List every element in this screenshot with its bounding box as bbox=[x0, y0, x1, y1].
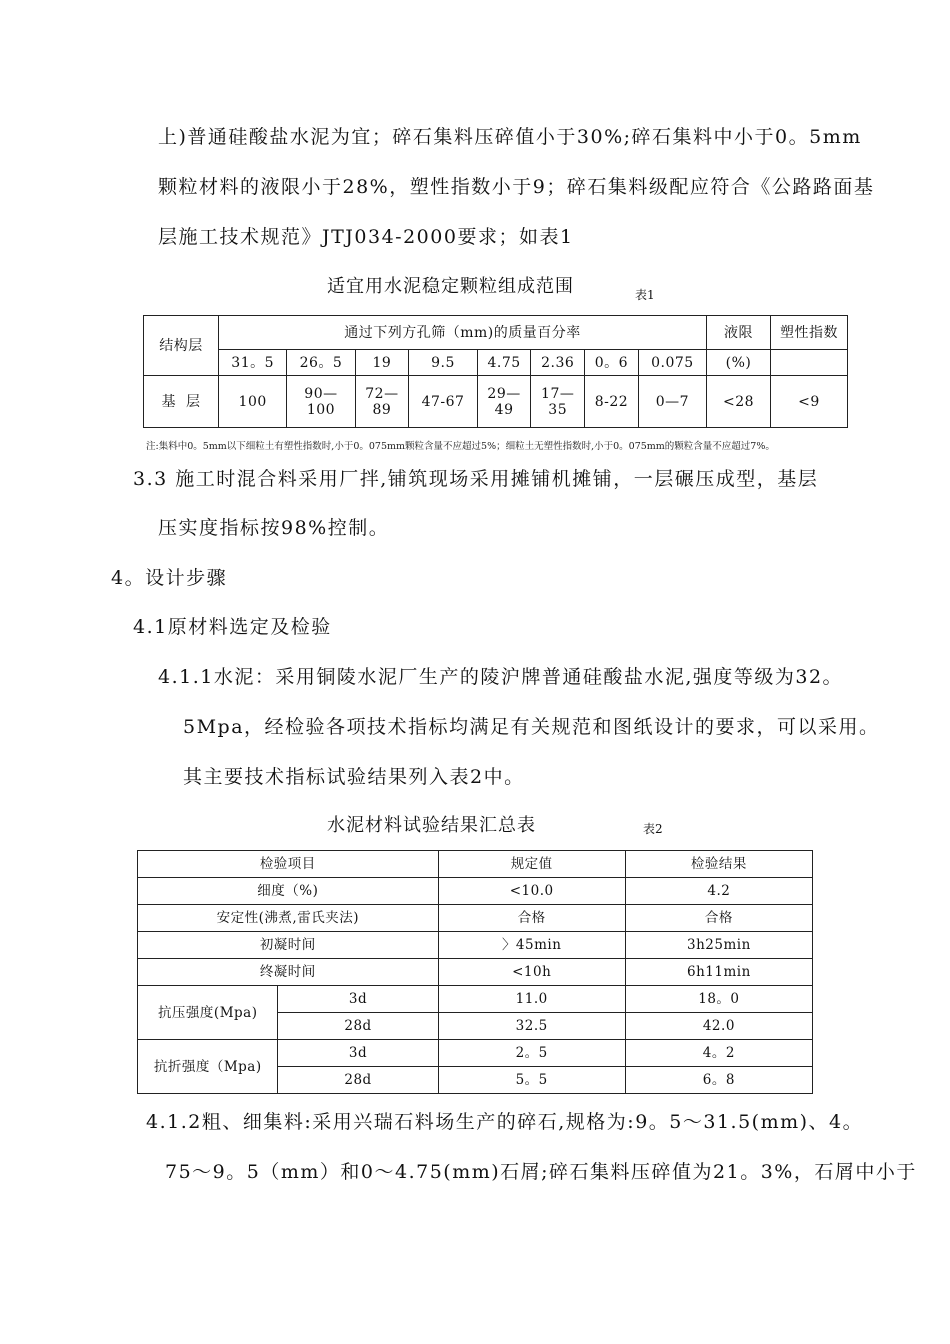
sieve-size: 4.75 bbox=[477, 350, 531, 376]
specified-value: 32.5 bbox=[438, 1013, 625, 1040]
sieve-size: 0。6 bbox=[585, 350, 639, 376]
intro-line-1: 上)普通硅酸盐水泥为宜；碎石集料压碎值小于30%;碎石集料中小于0。5mm bbox=[158, 126, 862, 148]
test-result: 4。2 bbox=[625, 1040, 812, 1067]
section-3-3-line-2: 压实度指标按98%控制。 bbox=[158, 517, 390, 539]
gradation-value: 47-67 bbox=[409, 376, 478, 428]
intro-line-2: 颗粒材料的液限小于28%，塑性指数小于9；碎石集料级配应符合《公路路面基 bbox=[158, 176, 875, 198]
col-header-passing-percent: 通过下列方孔筛（mm)的质量百分率 bbox=[219, 316, 707, 350]
col-header-test-item: 检验项目 bbox=[138, 851, 439, 878]
curing-age: 28d bbox=[278, 1013, 438, 1040]
test-result: 42.0 bbox=[625, 1013, 812, 1040]
sieve-size: 9.5 bbox=[409, 350, 478, 376]
intro-line-3: 层施工技术规范》JTJ034-2000要求；如表1 bbox=[158, 226, 574, 248]
test-result: 4.2 bbox=[625, 878, 812, 905]
section-4-1-1-line-3: 其主要技术指标试验结果列入表2中。 bbox=[183, 766, 525, 788]
test-item: 初凝时间 bbox=[138, 932, 439, 959]
plasticity-index-unit-empty bbox=[771, 350, 848, 376]
section-4-1-title: 4.1原材料选定及检验 bbox=[133, 616, 332, 638]
specified-value: <10h bbox=[438, 959, 625, 986]
table2-caption: 水泥材料试验结果汇总表 bbox=[327, 815, 536, 836]
gradation-value: 90— 100 bbox=[287, 376, 355, 428]
test-item: 安定性(沸煮,雷氏夹法) bbox=[138, 905, 439, 932]
col-header-structure-layer: 结构层 bbox=[144, 316, 219, 376]
table1-number: 表1 bbox=[635, 288, 655, 302]
specified-value: 〉45min bbox=[438, 932, 625, 959]
section-3-3-line-1: 3.3 施工时混合料采用厂拌,铺筑现场采用摊铺机摊铺，一层碾压成型，基层 bbox=[133, 468, 819, 490]
specified-value: 合格 bbox=[438, 905, 625, 932]
compressive-strength-label: 抗压强度(Mpa) bbox=[138, 986, 278, 1040]
col-header-specified-value: 规定值 bbox=[438, 851, 625, 878]
col-header-liquid-limit: 液限 bbox=[707, 316, 771, 350]
row-label-base-layer: 基 层 bbox=[144, 376, 219, 428]
table1-note: 注:集料中0。5mm以下细粒土有塑性指数时,小于0。075mm颗粒含量不应超过5%；细粒土无塑性指数时,小于0。075mm的颗粒含量不应超过7%。 bbox=[146, 441, 775, 452]
sieve-size: 26。5 bbox=[287, 350, 355, 376]
plasticity-index-value: <9 bbox=[771, 376, 848, 428]
sieve-size: 31。5 bbox=[219, 350, 287, 376]
section-4-1-2-line-1: 4.1.2粗、细集料:采用兴瑞石料场生产的碎石,规格为:9。5～31.5(mm)、4。 bbox=[146, 1111, 864, 1133]
flexural-strength-label: 抗折强度（Mpa) bbox=[138, 1040, 278, 1094]
col-header-test-result: 检验结果 bbox=[625, 851, 812, 878]
test-result: 6h11min bbox=[625, 959, 812, 986]
sieve-size: 0.075 bbox=[638, 350, 706, 376]
specified-value: 2。5 bbox=[438, 1040, 625, 1067]
specified-value: 11.0 bbox=[438, 986, 625, 1013]
test-item: 终凝时间 bbox=[138, 959, 439, 986]
gradation-value: 72— 89 bbox=[355, 376, 409, 428]
curing-age: 3d bbox=[278, 986, 438, 1013]
test-result: 合格 bbox=[625, 905, 812, 932]
section-4-title: 4。设计步骤 bbox=[111, 567, 228, 589]
specified-value: <10.0 bbox=[438, 878, 625, 905]
sieve-gradation-table bbox=[143, 315, 848, 428]
table1-caption: 适宜用水泥稳定颗粒组成范围 bbox=[327, 276, 574, 297]
gradation-value: 100 bbox=[219, 376, 287, 428]
section-4-1-1-line-2: 5Mpa，经检验各项技术指标均满足有关规范和图纸设计的要求，可以采用。 bbox=[183, 716, 880, 738]
test-item: 细度（%) bbox=[138, 878, 439, 905]
section-4-1-2-line-2: 75～9。5（mm）和0～4.75(mm)石屑;碎石集料压碎值为21。3%，石屑中小于 bbox=[165, 1161, 917, 1183]
test-result: 6。8 bbox=[625, 1067, 812, 1094]
sieve-size: 2.36 bbox=[531, 350, 585, 376]
sieve-size: 19 bbox=[355, 350, 409, 376]
liquid-limit-unit: (%) bbox=[707, 350, 771, 376]
curing-age: 3d bbox=[278, 1040, 438, 1067]
table2-number: 表2 bbox=[643, 822, 663, 836]
curing-age: 28d bbox=[278, 1067, 438, 1094]
liquid-limit-value: <28 bbox=[707, 376, 771, 428]
test-result: 18。0 bbox=[625, 986, 812, 1013]
test-result: 3h25min bbox=[625, 932, 812, 959]
col-header-plasticity-index: 塑性指数 bbox=[771, 316, 848, 350]
section-4-1-1-line-1: 4.1.1水泥：采用铜陵水泥厂生产的陵沪牌普通硅酸盐水泥,强度等级为32。 bbox=[158, 666, 844, 688]
gradation-value: 8-22 bbox=[585, 376, 639, 428]
cement-test-results-table bbox=[137, 850, 813, 1094]
gradation-value: 29— 49 bbox=[477, 376, 531, 428]
specified-value: 5。5 bbox=[438, 1067, 625, 1094]
gradation-value: 0—7 bbox=[638, 376, 706, 428]
gradation-value: 17— 35 bbox=[531, 376, 585, 428]
